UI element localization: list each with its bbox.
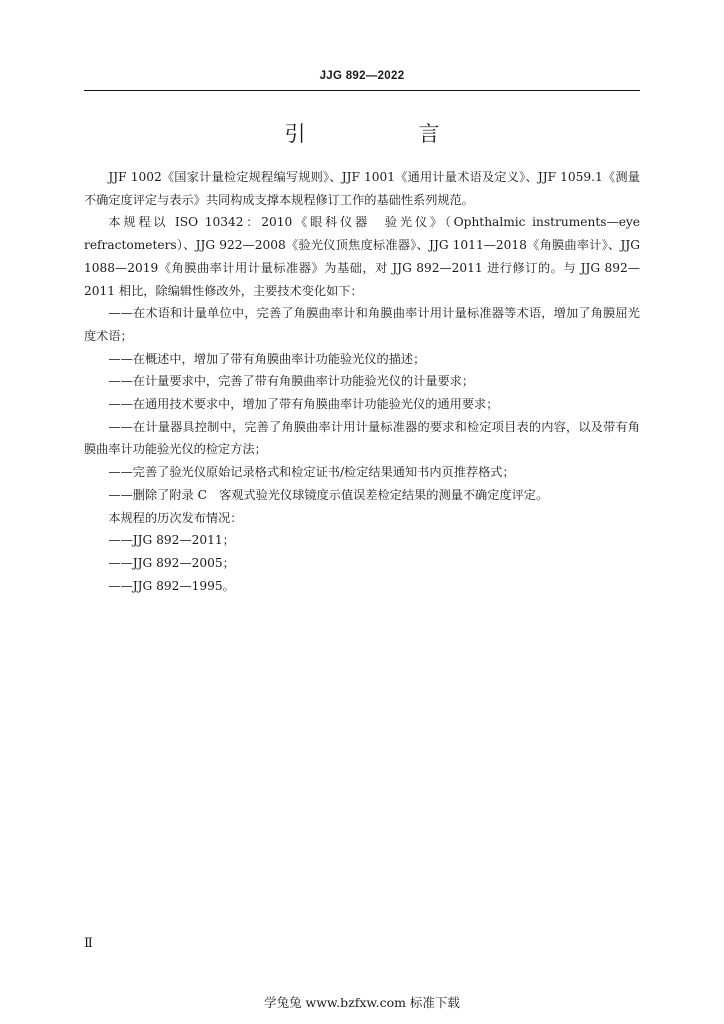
footer-watermark: 学兔兔 www.bzfxw.com 标准下载 (264, 995, 460, 1010)
page-number: Ⅱ (84, 936, 93, 951)
change-item-general: ——在通用技术要求中，增加了带有角膜曲率计功能验光仪的通用要求； (108, 397, 499, 412)
history-heading: 本规程的历次发布情况： (108, 510, 243, 525)
history-item: ——JJG 892—1995。 (108, 578, 235, 593)
running-header: JJG 892—2022 (319, 70, 405, 82)
paragraph-intro: JJF 1002《国家计量检定规程编写规则》、JJF 1001《通用计量术语及定义》、JJF 1059.1《测量不确定度评定与表示》共同构成支撑本规程修订工作的基础性系列规范。 (84, 170, 640, 207)
change-item-records: ——完善了验光仪原始记录格式和检定证书/检定结果通知书内页推荐格式； (108, 465, 515, 480)
header-rule (84, 90, 640, 91)
change-item-control: ——在计量器具控制中，完善了角膜曲率计用计量标准器的要求和检定项目表的内容，以及带有角膜曲率计功能验光仪的检定方法； (84, 419, 640, 457)
page-title: 引 言 (284, 122, 486, 146)
history-item: ——JJG 892—2005； (108, 555, 235, 570)
change-item-appendix: ——删除了附录 C 客观式验光仪球镜度示值误差检定结果的测量不确定度评定。 (108, 487, 549, 502)
paragraph-basis: 本规程以 ISO 10342：2010《眼科仪器 验光仪》（Ophthalmic instruments—eye refractometers）、JJG 922—2008《验光仪顶焦度标准器》、JJG 1011—2018《角膜曲率计》、JJG 1088—2019《角膜曲率计用计量标准器》为基础，对 JJG 892—2011 进行修订的。与 JJG 892—2011 相比，除编辑性修改外，主要技术变化如下： (84, 215, 640, 298)
history-item: ——JJG 892—2011； (108, 533, 235, 548)
change-item-overview: ——在概述中，增加了带有角膜曲率计功能验光仪的描述； (108, 351, 426, 366)
change-item-metrology: ——在计量要求中，完善了带有角膜曲率计功能验光仪的计量要求； (108, 374, 475, 389)
document-body (84, 166, 640, 597)
change-item-terms: ——在术语和计量单位中，完善了角膜曲率计和角膜曲率计用计量标准器等术语，增加了角膜屈光度术语； (84, 306, 640, 343)
